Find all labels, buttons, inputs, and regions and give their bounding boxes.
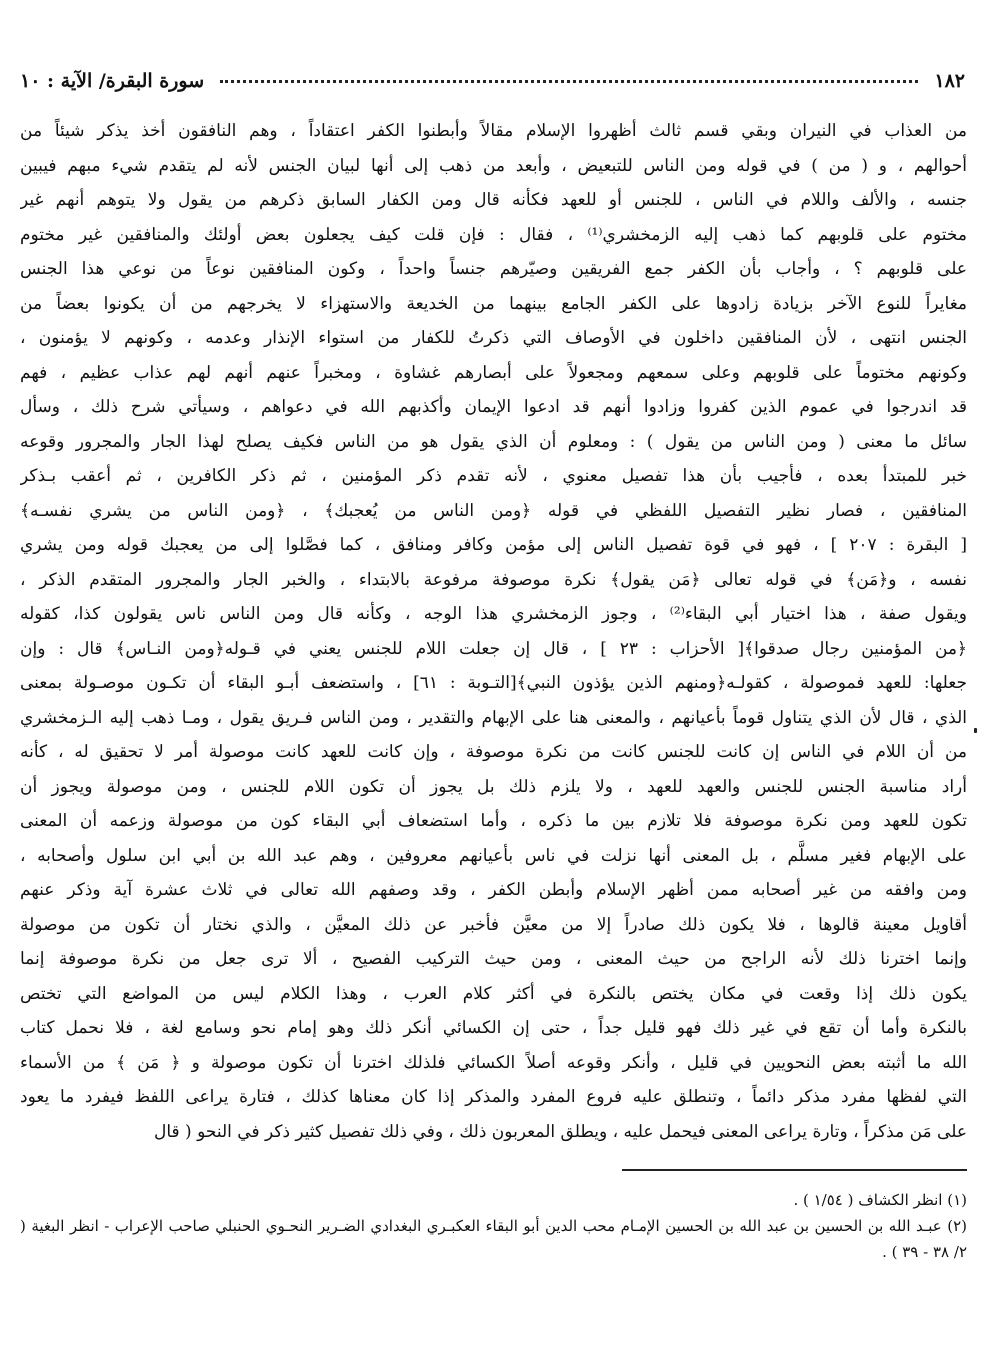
footnote-2: (٢) عبـد الله بن الحسين بن عبد الله بن الحسين الإمـام محب الدين أبو البقاء العكبـري البغدادي الضـرير النحـوي الحنبلي صاحب الإعراب - انظر البغية ( ٢/ ٣٨ - ٣٩ ) . bbox=[20, 1217, 967, 1261]
text-line: على قلوبهم ؟ ، وأجاب بأن الكفر جمع الفريقين وصيّرهم جنساً واحداً ، وكون المنافقين نوعاً من نوعي هذا الجنس bbox=[20, 259, 967, 279]
text-line: أراد مناسبة الجنس للجنس والعهد للعهد ، ولا يلزم ذلك بل يجوز أن تكون اللام للجنس ، ومن موصولة ويجوز أن bbox=[20, 776, 967, 797]
text-line: من العذاب في النيران وبقي قسم ثالث أظهروا الإسلام مقالاً وأبطنوا الكفر اعتقاداً ، وهم النافقون أخذ يذكر شيئاً من bbox=[20, 121, 967, 141]
text-line: قد اندرجوا في عموم الذين كفروا وزادوا أنهم قد ادعوا الإيمان وأكذبهم الله في دعواهم ، وسيأتي شرح ذلك ، وسأل bbox=[20, 397, 967, 417]
text-line: مغايراً للنوع الآخر بزيادة زادوها على الكفر الجامع بينهما من الخديعة والاستهزاء لا يخرجهم من أن يكونوا بعضاً من bbox=[20, 293, 967, 314]
text-line: أقاويل معينة قالوها ، فلا يكون ذلك صادراً إلا من معيَّن فأخبر عن ذلك المعيَّن ، والذي نختار أن تكون من موصولة bbox=[20, 914, 967, 935]
text-line: التي لفظها مفرد مذكر دائماً ، وتنطلق عليه فروع المفرد والمذكر إذا كان معناها كذلك ، فتارة يراعى اللفظ فيفرد ما يعود bbox=[20, 1087, 967, 1107]
text-line: ويقول صفة ، هذا اختيار أبي البقاء⁽²⁾ ، وجوز الزمخشري هذا الوجه ، وكأنه قال ومن الناس ناس يقولون كذا، كقوله bbox=[20, 604, 967, 624]
text-line: من أن اللام في الناس إن كانت للجنس كانت من نكرة موصوفة ، وإن كانت للعهد كانت موصولة أمر لا تحقيق له ، كأنه bbox=[20, 742, 967, 762]
text-line: مختوم على قلوبهم كما ذهب إليه الزمخشري⁽¹⁾ ، فقال : فإن قلت كيف يجعلون بعض أولئك والمنافقين غير مختوم bbox=[20, 224, 967, 245]
text-line: بالنكرة وأما أن تقع في غير ذلك فهو قليل جداً ، حتى إن الكسائي أنكر ذلك وهو إمام نحو وسامع لغة ، فلا نحمل كتاب bbox=[20, 1018, 967, 1038]
text-line: ﴿من المؤمنين رجال صدقوا﴾[ الأحزاب : ٢٣ ] ، قال إن جعلت اللام للجنس يعني في قـوله﴿ومن النـاس﴾ قال : وإن bbox=[20, 638, 967, 659]
text-line: جنسه ، والألف واللام في الناس ، للجنس أو للعهد فكأنه قال ومن الكفار السابق ذكرهم من يقول ولا يتوهم أنهم غير bbox=[20, 190, 967, 210]
text-line: جعلها: للعهد فموصولة ، كقولـه﴿ومنهم الذين يؤذون النبي﴾[التـوبة : ٦١] ، واستضعف أبـو البقاء أن تكـون موصـولة بمعنى bbox=[20, 673, 967, 693]
text-line: المنافقين ، فصار نظير التفصيل اللفظي في قوله ﴿ومن الناس من يُعجبك﴾ ، ﴿ومن الناس من يشري نفسـه﴾ bbox=[20, 500, 967, 521]
header-dotted-leader bbox=[220, 80, 918, 83]
main-text bbox=[20, 114, 967, 1149]
text-line: على الإبهام فغير مسلَّم ، بل المعنى أنها نزلت في ناس بأعيانهم معروفين ، وهم عبد الله بن أبي ابن سلول وأصحابه ، bbox=[20, 845, 967, 866]
text-line: خبر للمبتدأ بعده ، فأجيب بأن هذا تفصيل معنوي ، لأنه تقدم ذكر المؤمنين ، ثم ذكر الكافرين ، ثم أعقب بـذكر bbox=[20, 466, 967, 486]
text-line: تكون للعهد ومن نكرة موصوفة فلا تلازم بين ما ذكره ، وأما استضعاف أبي البقاء كون من موصولة وزعمه أن المعنى bbox=[20, 811, 967, 831]
text-line: سائل ما معنى ( ومن الناس من يقول ) : ومعلوم أن الذي يقول هو من الناس فكيف يصلح لهذا الجار والمجرور وقوعه bbox=[20, 431, 967, 452]
footnotes bbox=[20, 1187, 967, 1265]
text-line: ومن وافقه من غير أصحابه ممن أظهر الإسلام وأبطن الكفر ، وقد وصفهم الله تعالى في ثلاث عشرة آية وذكر عنهم bbox=[20, 880, 967, 900]
page-header bbox=[20, 70, 965, 104]
text-line: الذي ، قال لأن الذي يتناول قوماً بأعيانهم ، والمعنى هنا على الإبهام والتقدير ، ومن الناس فـريق يقول ، ومـا ذهب إليه الـزمخشري bbox=[20, 707, 967, 728]
text-line: الله ما أثبته بعض النحويين في قليل ، وأنكر وقوعه أصلاً الكسائي فلذلك اخترنا أن تكون موصولة و ﴿ مَن ﴾ من الأسماء bbox=[20, 1052, 967, 1073]
footnote-1: (١) انظر الكشاف ( ١/٥٤ ) . bbox=[793, 1191, 967, 1209]
text-line: أحوالهم ، و ( من ) في قوله ومن الناس للتبعيض ، وأبعد من ذهب إلى أنها لبيان الجنس لأنه لم يتقدم شيء مبهم فيبين bbox=[20, 155, 967, 176]
footnote-separator bbox=[622, 1169, 967, 1171]
book-page bbox=[20, 70, 967, 1265]
text-line: [ البقرة : ٢٠٧ ] ، فهو في قوة تفصيل الناس إلى مؤمن وكافر ومنافق ، كما فصَّلوا إلى من يعجبك قوله ومن يشري bbox=[20, 535, 967, 555]
text-line: نفسه ، و﴿مَن﴾ في قوله تعالى ﴿مَن يقول﴾ نكرة موصوفة مرفوعة بالابتداء ، والخبر الجار والمجرور المتقدم الذكر ، bbox=[20, 569, 967, 590]
text-line: الجنس انتهى ، لأن المنافقين داخلون في الأوصاف التي ذكرتُ للكفار من استواء الإنذار وعدمه ، وكونهم لا يؤمنون ، bbox=[20, 328, 967, 348]
margin-mark bbox=[974, 728, 977, 733]
text-line: وكونهم مختوماً على قلوبهم وعلى سمعهم ومجعولاً على أبصارهم غشاوة ، ومخبراً عنهم أنهم لهم عذاب عظيم ، فهم bbox=[20, 362, 967, 383]
text-line: وإنما اخترنا ذلك لأنه الراجح من حيث المعنى ، ومن حيث التركيب الفصيح ، ألا ترى جعل من نكرة موصوفة إنما bbox=[20, 949, 967, 969]
text-line: يكون ذلك إذا وقعت في مكان يختص بالنكرة في أكثر كلام العرب ، وهذا الكلام ليس من المواضع التي تختص bbox=[20, 983, 967, 1004]
page-number: ١٨٢ bbox=[934, 70, 965, 92]
running-title: سورة البقرة/ الآية : ١٠ bbox=[20, 70, 205, 92]
text-line: على مَن مذكراً ، وتارة يراعى المعنى فيحمل عليه ، ويطلق المعربون ذلك ، وفي ذلك تفصيل كثير ذكر في النحو ( قال bbox=[153, 1121, 967, 1142]
